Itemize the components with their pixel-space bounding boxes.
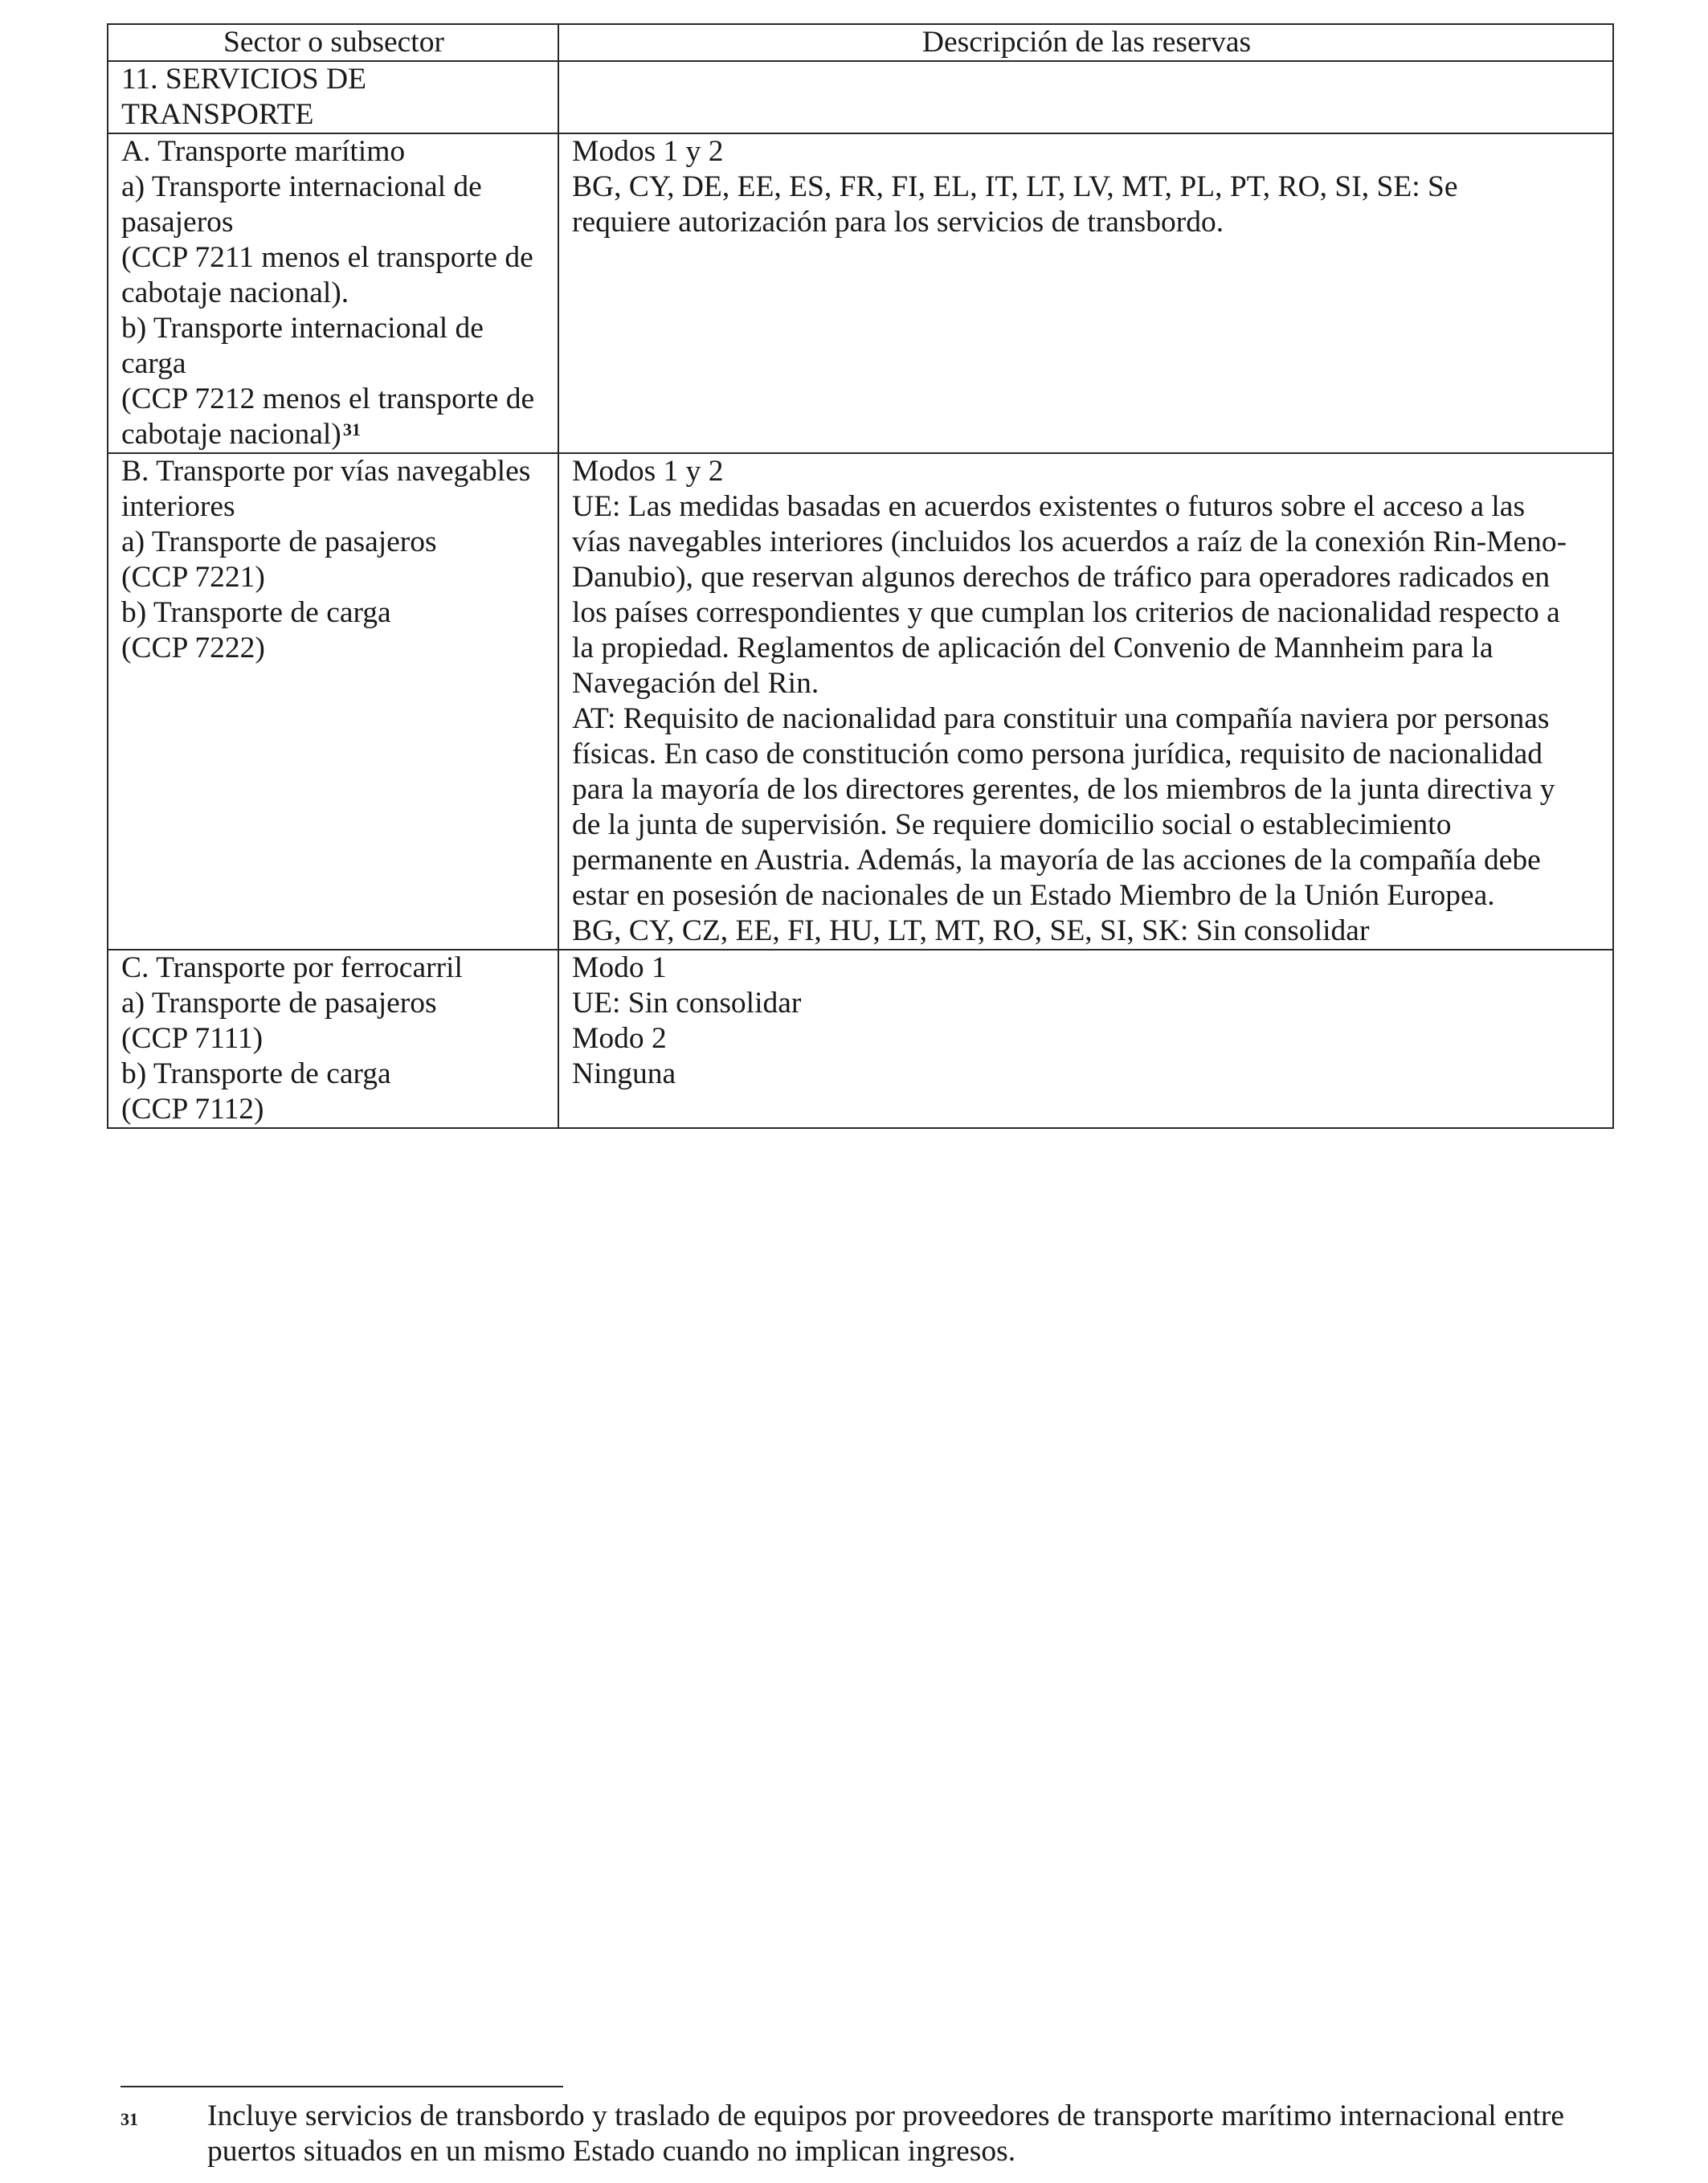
sector-line: interiores [121, 490, 235, 523]
footnote-line: Incluye servicios de transbordo y traslado de equipos por proveedores de transporte marítimo internacional entre [207, 2099, 1565, 2132]
description-line: Danubio), que reservan algunos derechos de tráfico para operadores radicados en [572, 561, 1551, 594]
description-line: UE: Sin consolidar [572, 987, 802, 1020]
sector-line: carga [121, 347, 186, 380]
description-line: Navegación del Rin. [572, 667, 819, 700]
description-line: vías navegables interiores (incluidos los acuerdos a raíz de la conexión Rin-Meno- [572, 525, 1567, 558]
reservations-table [107, 23, 1614, 1129]
sector-line: (CCP 7112) [121, 1093, 264, 1126]
sector-line: 11. SERVICIOS DE [121, 63, 366, 96]
description-line: de la junta de supervisión. Se requiere domicilio social o establecimiento [572, 808, 1452, 841]
table-row [108, 453, 1613, 950]
description-line: la propiedad. Reglamentos de aplicación del Convenio de Mannheim para la [572, 632, 1493, 664]
sector-line: b) Transporte internacional de [121, 312, 484, 345]
sector-cell [108, 61, 558, 133]
description-cell [558, 133, 1613, 453]
description-line: los países correspondientes y que cumplan los criterios de nacionalidad respecto a [572, 596, 1560, 629]
table-row [108, 133, 1613, 453]
description-line: estar en posesión de nacionales de un Estado Miembro de la Unión Europea. [572, 879, 1495, 912]
sector-line: a) Transporte internacional de [121, 170, 482, 203]
sector-line: A. Transporte marítimo [121, 135, 406, 168]
sector-line: (CCP 7222) [121, 632, 265, 664]
sector-line: pasajeros [121, 206, 234, 239]
sector-line: C. Transporte por ferrocarril [121, 951, 463, 984]
footnote-line: puertos situados en un mismo Estado cuando no implican ingresos. [207, 2135, 1016, 2168]
header-sector: Sector o subsector [108, 24, 558, 61]
description-line: UE: Las medidas basadas en acuerdos existentes o futuros sobre el acceso a las [572, 490, 1526, 523]
footnote-reference[interactable]: 31 [342, 419, 361, 439]
sector-line: (CCP 7221) [121, 561, 265, 594]
sector-line: B. Transporte por vías navegables [121, 455, 531, 488]
description-line: Ninguna [572, 1057, 676, 1090]
sector-line: (CCP 7212 menos el transporte de [121, 382, 535, 415]
sector-cell [108, 950, 558, 1128]
sector-line: (CCP 7111) [121, 1022, 264, 1055]
description-line: requiere autorización para los servicios de transbordo. [572, 206, 1224, 239]
sector-line: b) Transporte de carga [121, 596, 391, 629]
description-cell [558, 61, 1613, 133]
description-line: Modos 1 y 2 [572, 135, 724, 168]
table-row [108, 950, 1613, 1128]
description-line: permanente en Austria. Además, la mayoría de las acciones de la compañía debe [572, 844, 1541, 877]
footnote-separator [121, 2086, 563, 2087]
sector-line-with-footnote [121, 417, 546, 452]
description-line: Modo 1 [572, 951, 667, 984]
header-description: Descripción de las reservas [558, 24, 1613, 61]
description-cell [558, 950, 1613, 1128]
sector-line: cabotaje nacional). [121, 276, 349, 309]
description-line: Modos 1 y 2 [572, 455, 724, 488]
sector-cell [108, 453, 558, 950]
description-line: BG, CY, DE, EE, ES, FR, FI, EL, IT, LT, LV, MT, PL, PT, RO, SI, SE: Se [572, 170, 1458, 203]
description-line: BG, CY, CZ, EE, FI, HU, LT, MT, RO, SE, SI, SK: Sin consolidar [572, 914, 1370, 947]
description-cell [558, 453, 1613, 950]
sector-line: TRANSPORTE [121, 98, 314, 131]
description-line: AT: Requisito de nacionalidad para constituir una compañía naviera por personas [572, 702, 1550, 735]
footnote-number: 31 [121, 2109, 138, 2129]
sector-line: b) Transporte de carga [121, 1057, 391, 1090]
sector-line: a) Transporte de pasajeros [121, 525, 437, 558]
table-row [108, 61, 1613, 133]
sector-line: a) Transporte de pasajeros [121, 987, 437, 1020]
footnote-text [207, 2099, 1621, 2169]
sector-line: (CCP 7211 menos el transporte de [121, 241, 533, 274]
description-line: Modo 2 [572, 1022, 667, 1055]
sector-cell [108, 133, 558, 453]
sector-line: cabotaje nacional) [121, 418, 341, 451]
description-line: físicas. En caso de constitución como persona jurídica, requisito de nacionalidad [572, 738, 1543, 771]
description-line: para la mayoría de los directores gerentes, de los miembros de la junta directiva y [572, 773, 1555, 806]
table-header-row [108, 24, 1613, 61]
